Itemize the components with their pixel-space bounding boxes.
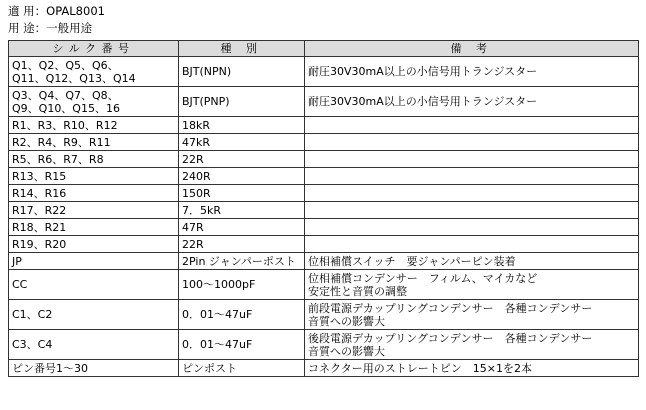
- table-row: [9, 117, 639, 134]
- cell-line: R18、R21: [12, 220, 67, 234]
- cell-line: 0．01～47uF: [182, 338, 253, 351]
- silk-number-cell: [9, 134, 179, 151]
- table-header-row: [9, 41, 639, 57]
- cell-line: BJT(PNP): [182, 95, 230, 108]
- cell-line: 位相補償コンデンサー フィルム、マイカなど: [308, 271, 538, 285]
- cell-line: Q1、Q2、Q5、Q6、: [12, 58, 119, 72]
- cell-line: R2、R4、R9、R11: [12, 135, 111, 149]
- remarks-cell: [305, 168, 639, 185]
- type-cell: [179, 168, 305, 185]
- type-cell: [179, 360, 305, 377]
- table-row: [9, 151, 639, 168]
- remarks-cell: [305, 236, 639, 253]
- table-row: [9, 236, 639, 253]
- applies-to-label: 適 用：: [8, 4, 47, 18]
- header-silk-number: シルク番号: [9, 41, 179, 57]
- silk-number-cell: [9, 87, 179, 117]
- type-cell: [179, 270, 305, 300]
- cell-line: 18kR: [182, 118, 211, 132]
- silk-number-cell: [9, 300, 179, 330]
- type-cell: [179, 300, 305, 330]
- cell-line: 音質への影響大: [308, 314, 385, 328]
- cell-line: C3、C4: [12, 338, 53, 351]
- type-cell: [179, 134, 305, 151]
- type-cell: [179, 236, 305, 253]
- cell-line: C1、C2: [12, 308, 53, 321]
- remarks-cell: [305, 330, 639, 360]
- table-row: [9, 57, 639, 87]
- remarks-cell: [305, 202, 639, 219]
- cell-line: 100～1000pF: [182, 278, 256, 291]
- type-cell: [179, 330, 305, 360]
- type-cell: [179, 87, 305, 117]
- remarks-cell: [305, 219, 639, 236]
- cell-line: ピン番号1～30: [12, 361, 88, 375]
- remarks-cell: [305, 360, 639, 377]
- silk-number-cell: [9, 360, 179, 377]
- table-row: [9, 185, 639, 202]
- remarks-cell: [305, 117, 639, 134]
- type-cell: [179, 219, 305, 236]
- cell-line: 安定性と音質の調整: [308, 284, 407, 298]
- parts-table: [8, 40, 639, 377]
- purpose-value: 一般用途: [46, 21, 93, 35]
- cell-line: BJT(NPN): [182, 65, 232, 78]
- cell-line: 150R: [182, 186, 211, 200]
- cell-line: R14、R16: [12, 186, 67, 200]
- applies-to-line: [8, 4, 105, 18]
- cell-line: R13、R15: [12, 169, 67, 183]
- table-row: [9, 270, 639, 300]
- cell-line: 前段電源デカップリングコンデンサー 各種コンデンサー: [308, 301, 593, 315]
- cell-line: 音質への影響大: [308, 344, 385, 358]
- type-cell: [179, 117, 305, 134]
- cell-line: Q3、Q4、Q7、Q8、: [12, 88, 119, 102]
- cell-line: 後段電源デカップリングコンデンサー 各種コンデンサー: [308, 331, 593, 345]
- remarks-cell: [305, 87, 639, 117]
- type-cell: [179, 253, 305, 270]
- cell-line: R17、R22: [12, 203, 67, 217]
- table-row: [9, 134, 639, 151]
- applies-to-value: OPAL8001: [46, 4, 105, 18]
- table-row: [9, 219, 639, 236]
- silk-number-cell: [9, 117, 179, 134]
- cell-line: 47kR: [182, 135, 211, 149]
- remarks-cell: [305, 134, 639, 151]
- silk-number-cell: [9, 236, 179, 253]
- silk-number-cell: [9, 270, 179, 300]
- cell-line: 7．5kR: [182, 203, 222, 217]
- cell-line: 位相補償スイッチ 要ジャンパーピン装着: [308, 254, 516, 268]
- type-cell: [179, 151, 305, 168]
- cell-line: コネクター用のストレートピン 15×1を2本: [308, 361, 532, 375]
- header-remarks: 備 考: [305, 41, 639, 57]
- type-cell: [179, 185, 305, 202]
- cell-line: 耐圧30V30mA以上の小信号用トランジスター: [308, 65, 538, 78]
- type-cell: [179, 57, 305, 87]
- silk-number-cell: [9, 330, 179, 360]
- type-cell: [179, 202, 305, 219]
- header-type: 種 別: [179, 41, 305, 57]
- cell-line: R19、R20: [12, 237, 67, 251]
- table-body: [9, 57, 639, 377]
- cell-line: 22R: [182, 152, 204, 166]
- silk-number-cell: [9, 185, 179, 202]
- purpose-line: [8, 21, 92, 35]
- table-row: [9, 330, 639, 360]
- cell-line: Q11、Q12、Q13、Q14: [12, 71, 136, 85]
- table-row: [9, 360, 639, 377]
- cell-line: CC: [12, 278, 28, 291]
- cell-line: ピンポスト: [182, 361, 237, 375]
- cell-line: 2Pin ジャンパーポスト: [182, 254, 296, 268]
- table-row: [9, 300, 639, 330]
- table-row: [9, 253, 639, 270]
- silk-number-cell: [9, 57, 179, 87]
- cell-line: 240R: [182, 169, 211, 183]
- table-row: [9, 87, 639, 117]
- cell-line: R1、R3、R10、R12: [12, 118, 118, 132]
- silk-number-cell: [9, 202, 179, 219]
- cell-line: 耐圧30V30mA以上の小信号用トランジスター: [308, 95, 538, 108]
- cell-line: Q9、Q10、Q15、16: [12, 101, 120, 115]
- cell-line: R5、R6、R7、R8: [12, 152, 104, 166]
- remarks-cell: [305, 185, 639, 202]
- purpose-label: 用 途：: [8, 21, 47, 35]
- remarks-cell: [305, 253, 639, 270]
- cell-line: JP: [12, 254, 22, 268]
- silk-number-cell: [9, 219, 179, 236]
- silk-number-cell: [9, 151, 179, 168]
- silk-number-cell: [9, 253, 179, 270]
- remarks-cell: [305, 151, 639, 168]
- remarks-cell: [305, 300, 639, 330]
- cell-line: 47R: [182, 220, 204, 234]
- cell-line: 22R: [182, 237, 204, 251]
- remarks-cell: [305, 270, 639, 300]
- table-row: [9, 202, 639, 219]
- table-row: [9, 168, 639, 185]
- cell-line: 0．01～47uF: [182, 308, 253, 321]
- remarks-cell: [305, 57, 639, 87]
- silk-number-cell: [9, 168, 179, 185]
